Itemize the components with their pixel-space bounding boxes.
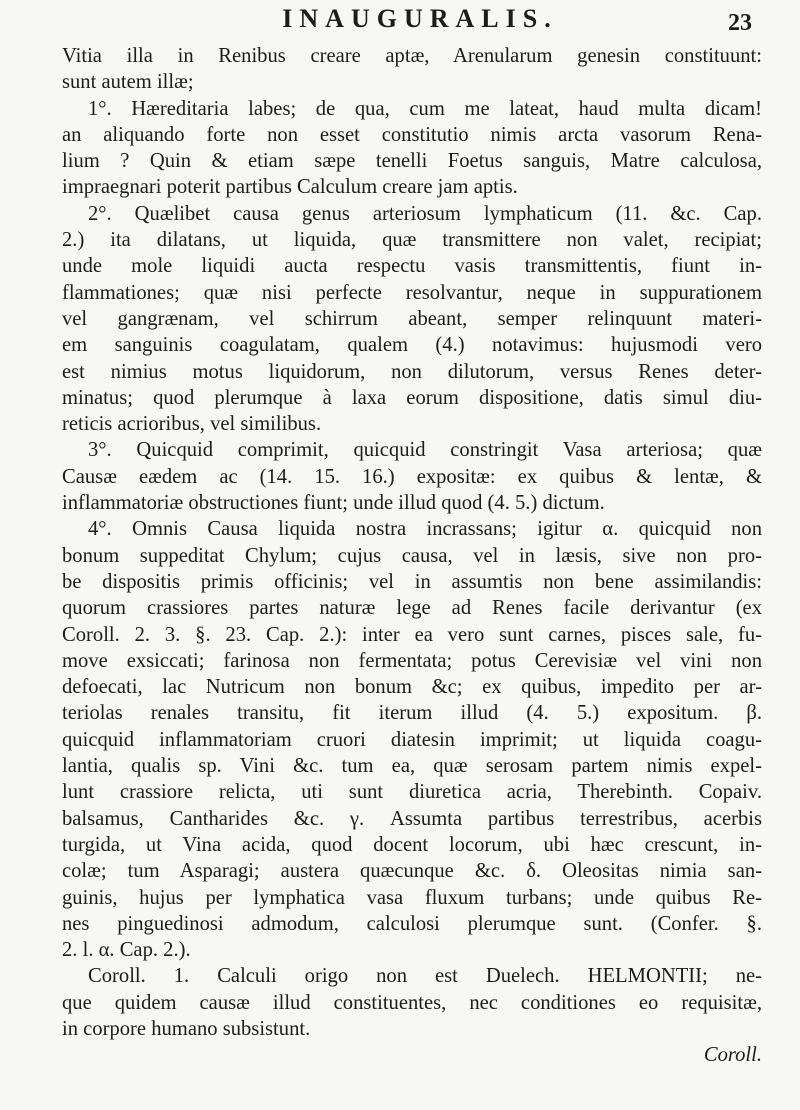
- text-line: Vitia illa in Renibus creare aptæ, Arenularum genesin constituunt:: [62, 45, 762, 67]
- text-line: lantia, qualis sp. Vini &c. tum ea, quæ serosam partem nimis expel-: [62, 755, 762, 778]
- text-line: defoecati, lac Nutricum non bonum &c; ex quibus, impedito per ar-: [62, 676, 762, 699]
- text-line: Coroll. 2. 3. §. 23. Cap. 2.): inter ea vero sunt carnes, pisces sale, fu-: [62, 623, 762, 646]
- text-line: be dispositis primis officinis; vel in assumtis non bene assimilandis:: [62, 570, 762, 593]
- text-line: an aliquando forte non esset constitutio nimis arcta vasorum Rena-: [62, 123, 762, 146]
- text-line: minatus; quod plerumque à laxa eorum dispositione, datis simul diu-: [62, 386, 762, 409]
- text-line: bonum suppeditat Chylum; cujus causa, vel in læsis, sive non pro-: [62, 544, 762, 567]
- text-line: nes pinguedinosi admodum, calculosi plerumque sunt. (Confer. §.: [62, 912, 762, 935]
- text-line: Causæ eædem ac (14. 15. 16.) expositæ: ex quibus & lentæ, &: [62, 465, 762, 488]
- text-line: lunt crassiore relicta, uti sunt diuretica acria, Therebinth. Copaiv.: [62, 781, 762, 804]
- text-line: teriolas renales transitu, fit iterum illud (4. 5.) expositum. β.: [62, 702, 762, 725]
- text-line: 2. l. α. Cap. 2.).: [62, 939, 191, 962]
- text-line: colæ; tum Asparagi; austera quæcunque &c. δ. Oleositas nimia san-: [62, 860, 762, 883]
- text-line: quicquid inflammatoriam cruori diatesin imprimit; ut liquida coagu-: [62, 728, 762, 751]
- text-line: quorum crassiores partes naturæ lege ad Renes facile derivantur (ex: [62, 597, 762, 620]
- text-line: sunt autem illæ;: [62, 71, 194, 94]
- catchword: Coroll.: [703, 1044, 762, 1067]
- text-line: move exsiccati; farinosa non fermentata; potus Cerevisiæ vel vini non: [62, 649, 762, 672]
- text-line: impraegnari poterit partibus Calculum creare jam aptis.: [62, 176, 518, 199]
- text-line: 3°. Quicquid comprimit, quicquid constringit Vasa arteriosa; quæ: [88, 439, 762, 462]
- text-line: vel gangrænam, vel schirrum abeant, semper relinquunt materi-: [62, 307, 762, 330]
- body-text: [62, 43, 762, 1069]
- text-line: 2.) ita dilatans, ut liquida, quæ transmittere non valet, recipiat;: [62, 229, 762, 252]
- text-line: 2°. Quælibet causa genus arteriosum lymphaticum (11. &c. Cap.: [88, 202, 762, 225]
- text-line: Coroll. 1. Calculi origo non est Duelech. HELMONTII; ne-: [88, 965, 762, 988]
- text-line: in corpore humano subsistunt.: [62, 1017, 311, 1040]
- text-line: 1°. Hæreditaria labes; de qua, cum me lateat, haud multa dicam!: [88, 97, 762, 120]
- text-line: guinis, hujus per lymphatica vasa fluxum turbans; unde quibus Re-: [62, 886, 762, 909]
- text-line: em sanguinis coagulatam, qualem (4.) notavimus: hujusmodi vero: [62, 334, 762, 357]
- text-line: turgida, ut Vina acida, quod docent locorum, ubi hæc crescunt, in-: [62, 833, 762, 856]
- text-line: est nimius motus liquidorum, non dilutorum, versus Renes deter-: [62, 360, 762, 383]
- page-header: [60, 4, 760, 38]
- running-head: INAUGURALIS.: [282, 4, 558, 33]
- page-number: 23: [728, 10, 752, 36]
- text-line: 4°. Omnis Causa liquida nostra incrassans; igitur α. quicquid non: [88, 518, 762, 541]
- text-line: que quidem causæ illud constituentes, nec conditiones eo requisitæ,: [62, 991, 762, 1014]
- text-line: unde mole liquidi aucta respectu vasis transmittentis, fiunt in-: [62, 255, 762, 278]
- text-line: flammationes; quæ nisi perfecte resolvantur, neque in suppurationem: [62, 281, 762, 304]
- text-line: balsamus, Cantharides &c. γ. Assumta partibus terrestribus, acerbis: [62, 807, 762, 830]
- text-line: reticis acrioribus, vel similibus.: [62, 413, 322, 436]
- text-line: lium ? Quin & etiam sæpe tenelli Foetus sanguis, Matre calculosa,: [62, 150, 762, 173]
- text-line: inflammatoriæ obstructiones fiunt; unde illud quod (4. 5.) dictum.: [62, 492, 605, 515]
